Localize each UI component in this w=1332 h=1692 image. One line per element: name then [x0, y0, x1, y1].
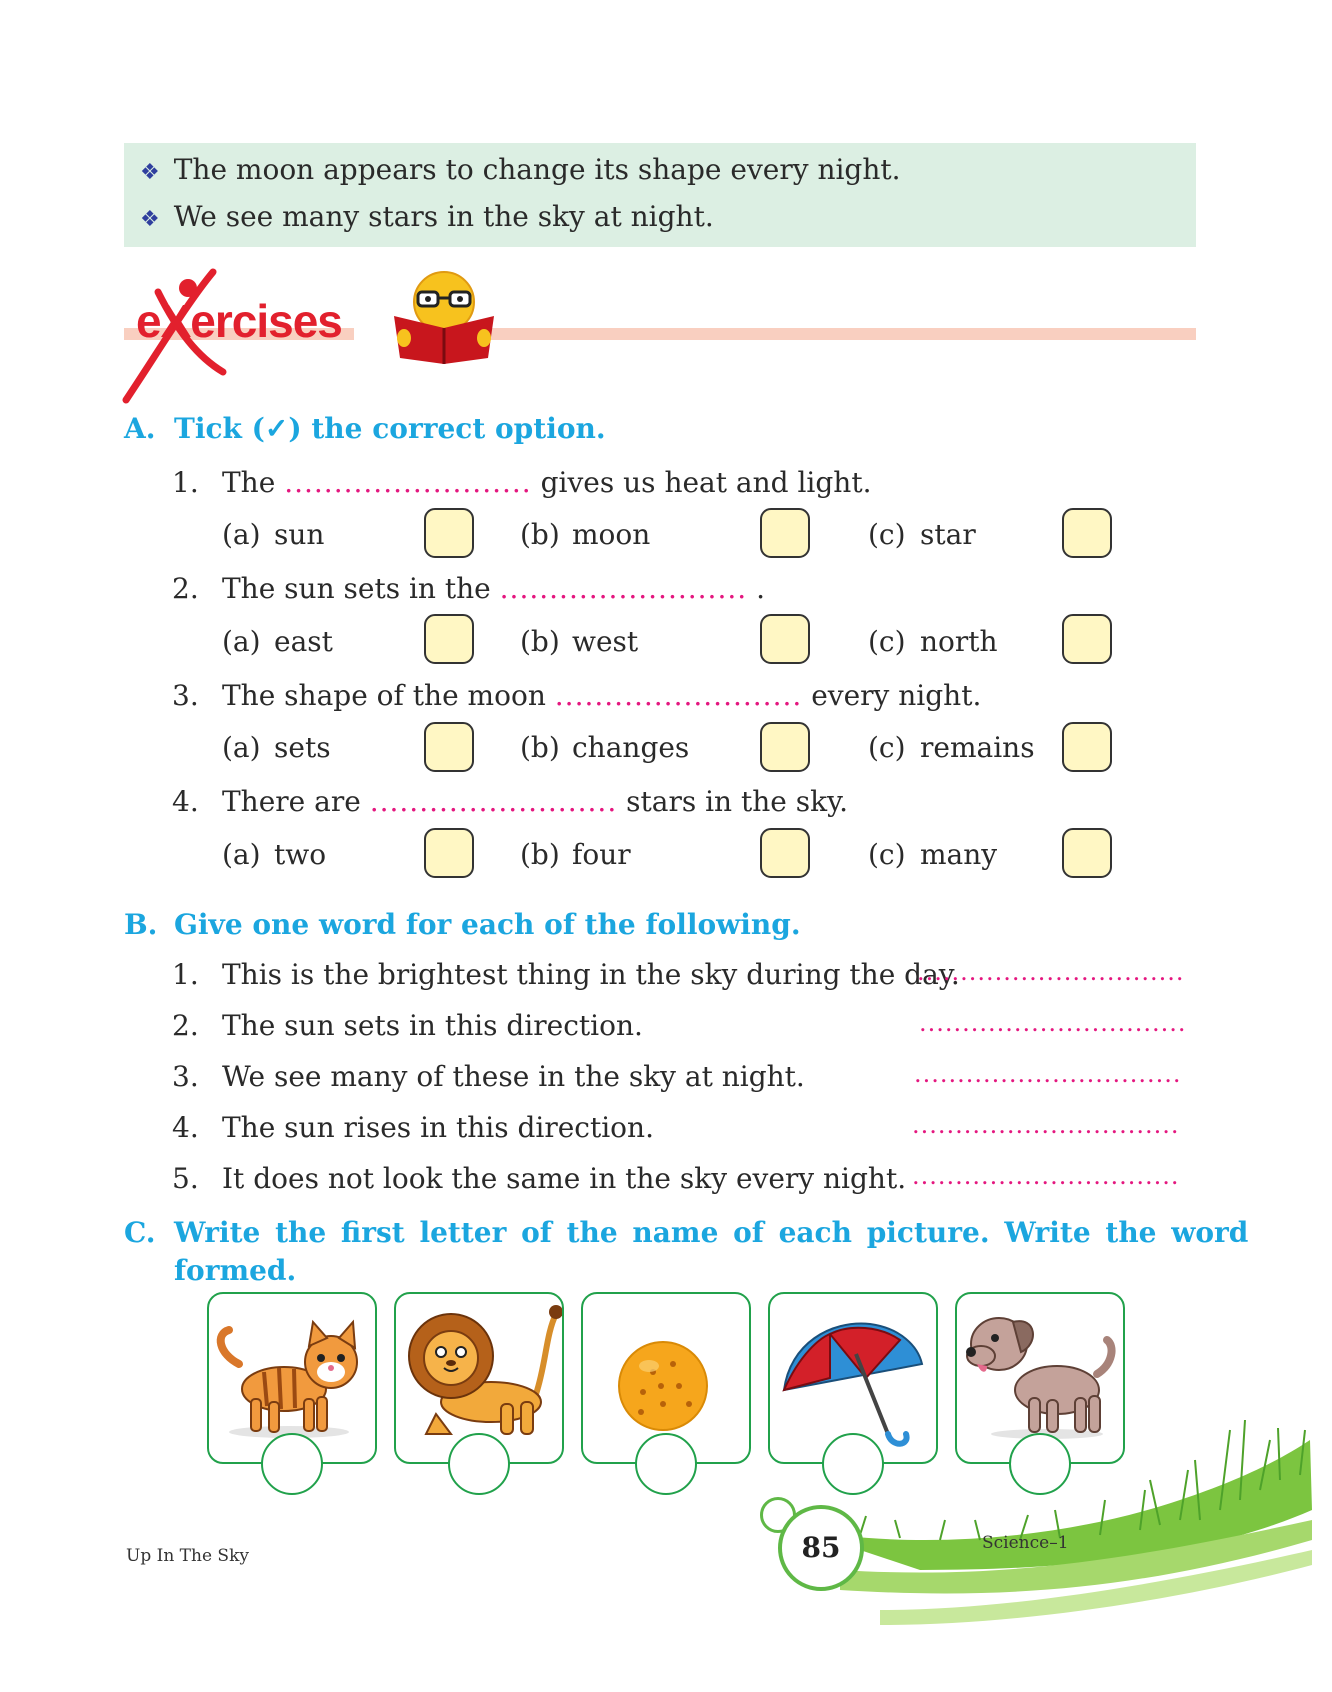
exercises-title: eXercises [136, 295, 342, 347]
option: (a) sun [222, 518, 325, 551]
tick-box[interactable] [1062, 722, 1112, 772]
summary-item: ❖ We see many stars in the sky at night. [140, 200, 714, 233]
tick-box[interactable] [424, 828, 474, 878]
section-a-heading: A. Tick (✓) the correct option. [124, 412, 606, 445]
question-a2: 2. The sun sets in the ......................... . [172, 572, 765, 605]
answer-blank[interactable]: ............................... [912, 1162, 1180, 1190]
question-a3: 3. The shape of the moon ......................... every night. [172, 679, 982, 712]
summary-box [124, 143, 1196, 247]
option: (b) four [520, 838, 631, 871]
answer-blank[interactable]: ............................... [919, 1009, 1187, 1037]
option: (c) north [868, 625, 998, 658]
option: (c) star [868, 518, 976, 551]
tick-box[interactable] [760, 508, 810, 558]
reading-smiley-icon [388, 268, 500, 364]
answer-blank[interactable]: ............................... [917, 958, 1185, 986]
question-a1: 1. The ......................... gives us heat and light. [172, 466, 872, 499]
answer-blank[interactable]: ......................... [284, 466, 532, 499]
diamond-bullet-icon: ❖ [140, 160, 160, 185]
answer-blank[interactable]: ............................... [912, 1111, 1180, 1139]
question-b3: 3. We see many of these in the sky at night. [172, 1060, 805, 1093]
answer-blank[interactable]: ............................... [914, 1060, 1182, 1088]
option: (c) remains [868, 731, 1035, 764]
question-b4: 4. The sun rises in this direction. [172, 1111, 654, 1144]
tick-box[interactable] [1062, 828, 1112, 878]
book-name: Science–1 [982, 1533, 1069, 1553]
section-c-heading: C. Write the first letter of the name of each picture. Write the word [124, 1216, 1249, 1249]
page-number: 85 [778, 1505, 864, 1591]
answer-blank[interactable]: ......................... [369, 785, 618, 818]
option: (a) east [222, 625, 333, 658]
question-b1: 1. This is the brightest thing in the sky during the day. [172, 958, 960, 991]
tick-box[interactable] [424, 614, 474, 664]
section-b-heading: B. Give one word for each of the following. [124, 908, 801, 941]
section-c-heading-line2: formed. [174, 1254, 297, 1287]
grass-decoration-icon [800, 1420, 1332, 1692]
exercises-bar [470, 328, 1196, 340]
answer-circle[interactable] [261, 1433, 323, 1495]
option: (b) changes [520, 731, 690, 764]
chapter-name: Up In The Sky [126, 1546, 249, 1566]
answer-circle[interactable] [448, 1433, 510, 1495]
tick-box[interactable] [1062, 508, 1112, 558]
tick-box[interactable] [424, 722, 474, 772]
tick-box[interactable] [1062, 614, 1112, 664]
tick-box[interactable] [760, 828, 810, 878]
answer-circle[interactable] [635, 1433, 697, 1495]
option: (b) west [520, 625, 639, 658]
question-b2: 2. The sun sets in this direction. [172, 1009, 643, 1042]
answer-blank[interactable]: ......................... [499, 572, 748, 605]
diamond-bullet-icon: ❖ [140, 207, 160, 232]
tick-box[interactable] [760, 614, 810, 664]
tick-box[interactable] [424, 508, 474, 558]
summary-item: ❖ The moon appears to change its shape every night. [140, 153, 901, 186]
tick-box[interactable] [760, 722, 810, 772]
question-b5: 5. It does not look the same in the sky every night. [172, 1162, 907, 1195]
option: (b) moon [520, 518, 651, 551]
option: (c) many [868, 838, 998, 871]
question-a4: 4. There are ......................... stars in the sky. [172, 785, 849, 818]
option: (a) sets [222, 731, 331, 764]
answer-blank[interactable]: ......................... [554, 679, 803, 712]
option: (a) two [222, 838, 327, 871]
